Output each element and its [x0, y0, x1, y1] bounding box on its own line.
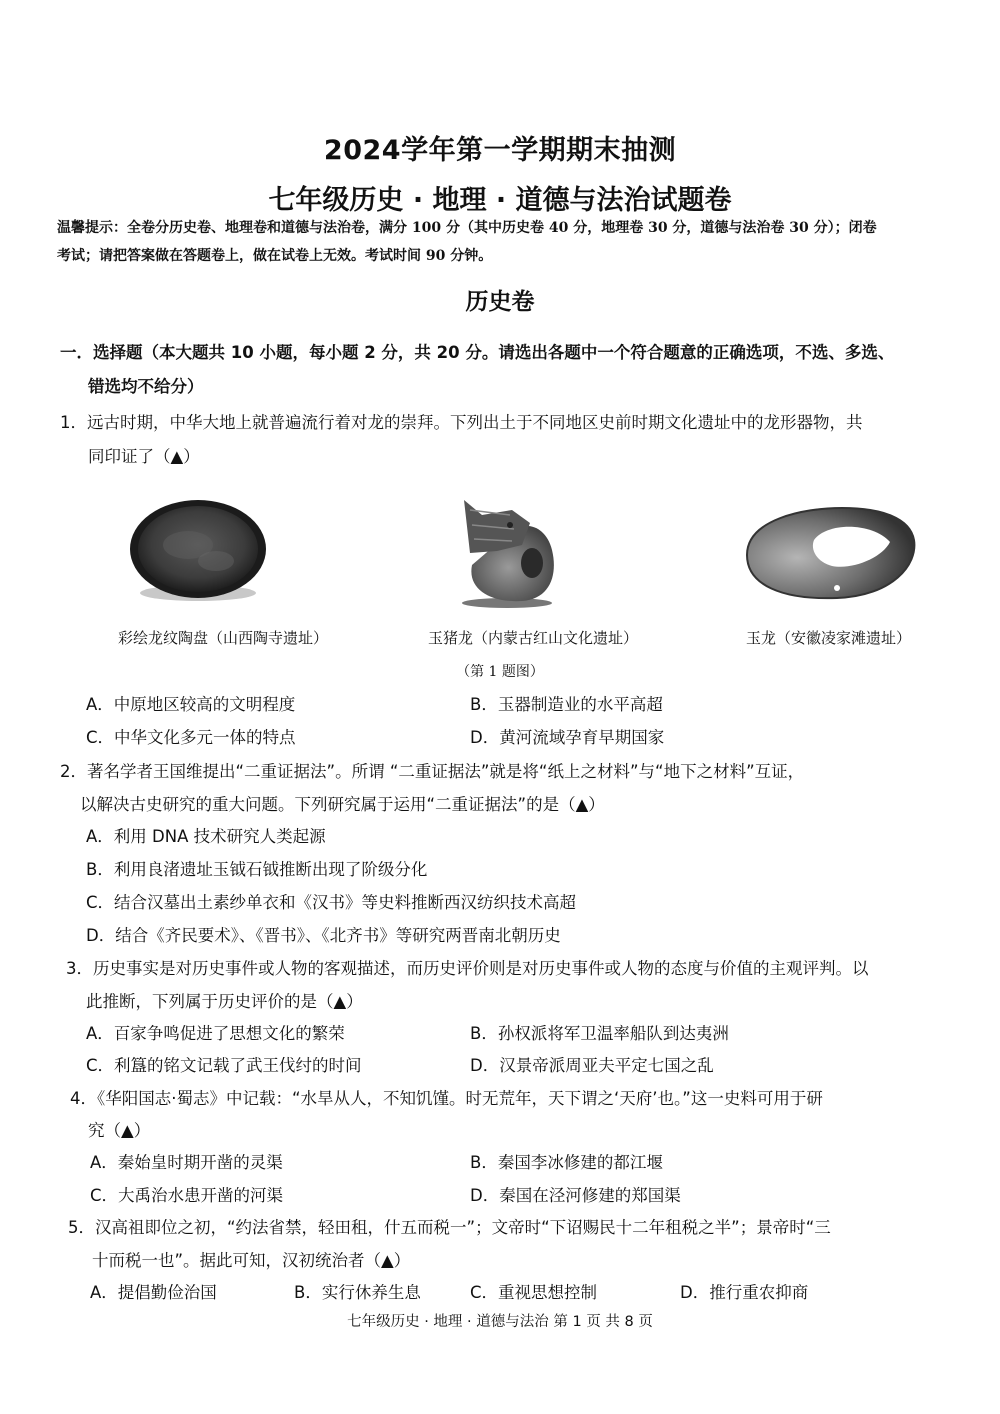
figure-caption: 彩绘龙纹陶盘（山西陶寺遗址）	[118, 629, 329, 647]
jade-pig-dragon-image	[452, 495, 562, 610]
option-d[interactable]: D．推行重农抑商	[680, 1283, 809, 1302]
section-title: 历史卷	[465, 289, 535, 315]
figure-label: （第 1 题图）	[456, 664, 544, 680]
option-b[interactable]: B．玉器制造业的水平高超	[470, 695, 663, 714]
exam-title: 2024学年第一学期期末抽测	[323, 135, 677, 166]
question-stem: 4．《华阳国志·蜀志》中记载：“水旱从人，不知饥馑。时无荒年，天下谓之‘天府’也。”这一史料可用于研	[70, 1089, 823, 1108]
part-heading: 一．选择题（本大题共 10 小题，每小题 2 分，共 20 分。请选出各题中一个符合题意的正确选项，不选、多选、	[60, 343, 895, 362]
question-stem-cont: 同印证了（▲）	[88, 447, 200, 466]
notice-line-1: 温馨提示：全卷分历史卷、地理卷和道德与法治卷，满分 100 分（其中历史卷 40 分，地理卷 30 分，道德与法治卷 30 分）；闭卷	[57, 220, 877, 236]
option-a[interactable]: A．提倡勤俭治国	[90, 1283, 217, 1302]
question-stem: 5．汉高祖即位之初，“约法省禁，轻田租，什五而税一”；文帝时“下诏赐民十二年租税之半”；景帝时“三	[68, 1218, 831, 1237]
page-footer: 七年级历史 · 地理 · 道德与法治 第 1 页 共 8 页	[347, 1314, 653, 1330]
option-d[interactable]: D．结合《齐民要术》、《晋书》、《北齐书》等研究两晋南北朝历史	[86, 926, 561, 945]
option-a[interactable]: A．秦始皇时期开凿的灵渠	[90, 1153, 283, 1172]
question-stem-cont: 十而税一也”。据此可知，汉初统治者（▲）	[92, 1251, 411, 1270]
option-b[interactable]: B．实行休养生息	[294, 1283, 421, 1302]
painted-pottery-plate-image	[128, 495, 268, 605]
option-d[interactable]: D．汉景帝派周亚夫平定七国之乱	[470, 1056, 714, 1075]
figure-caption: 玉猪龙（内蒙古红山文化遗址）	[428, 629, 639, 647]
option-b[interactable]: B．孙权派将军卫温率船队到达夷洲	[470, 1024, 729, 1043]
figure-caption: 玉龙（安徽凌家滩遗址）	[746, 629, 912, 647]
option-a[interactable]: A．中原地区较高的文明程度	[86, 695, 296, 714]
option-c[interactable]: C．重视思想控制	[470, 1283, 598, 1302]
jade-dragon-image	[742, 500, 922, 605]
option-c[interactable]: C．大禹治水患开凿的河渠	[90, 1186, 284, 1205]
question-stem: 2．著名学者王国维提出“二重证据法”。所谓 “二重证据法”就是将“纸上之材料”与“地下之材料”互证，	[60, 762, 805, 781]
option-c[interactable]: C．结合汉墓出土素纱单衣和《汉书》等史料推断西汉纺织技术高超	[86, 893, 577, 912]
exam-subtitle: 七年级历史 · 地理 · 道德与法治试题卷	[268, 185, 732, 216]
question-stem-cont: 此推断，下列属于历史评价的是（▲）	[86, 992, 363, 1011]
option-b[interactable]: B．利用良渚遗址玉钺石钺推断出现了阶级分化	[86, 860, 428, 879]
question-stem-cont: 以解决古史研究的重大问题。下列研究属于运用“二重证据法”的是（▲）	[80, 795, 605, 814]
option-c[interactable]: C．中华文化多元一体的特点	[86, 728, 296, 747]
option-b[interactable]: B．秦国李冰修建的都江堰	[470, 1153, 663, 1172]
part-heading-cont: 错选均不给分）	[88, 377, 204, 396]
option-c[interactable]: C．利簋的铭文记载了武王伐纣的时间	[86, 1056, 362, 1075]
question-stem-cont: 究（▲）	[88, 1121, 151, 1140]
option-a[interactable]: A．百家争鸣促进了思想文化的繁荣	[86, 1024, 345, 1043]
question-stem: 1．远古时期，中华大地上就普遍流行着对龙的崇拜。下列出土于不同地区史前时期文化遗址中的龙形器物，共	[60, 413, 863, 432]
question-stem: 3．历史事实是对历史事件或人物的客观描述，而历史评价则是对历史事件或人物的态度与价值的主观评判。以	[66, 959, 869, 978]
option-d[interactable]: D．黄河流域孕育早期国家	[470, 728, 665, 747]
option-a[interactable]: A．利用 DNA 技术研究人类起源	[86, 827, 326, 846]
option-d[interactable]: D．秦国在泾河修建的郑国渠	[470, 1186, 681, 1205]
notice-line-2: 考试；请把答案做在答题卷上，做在试卷上无效。考试时间 90 分钟。	[57, 248, 493, 264]
